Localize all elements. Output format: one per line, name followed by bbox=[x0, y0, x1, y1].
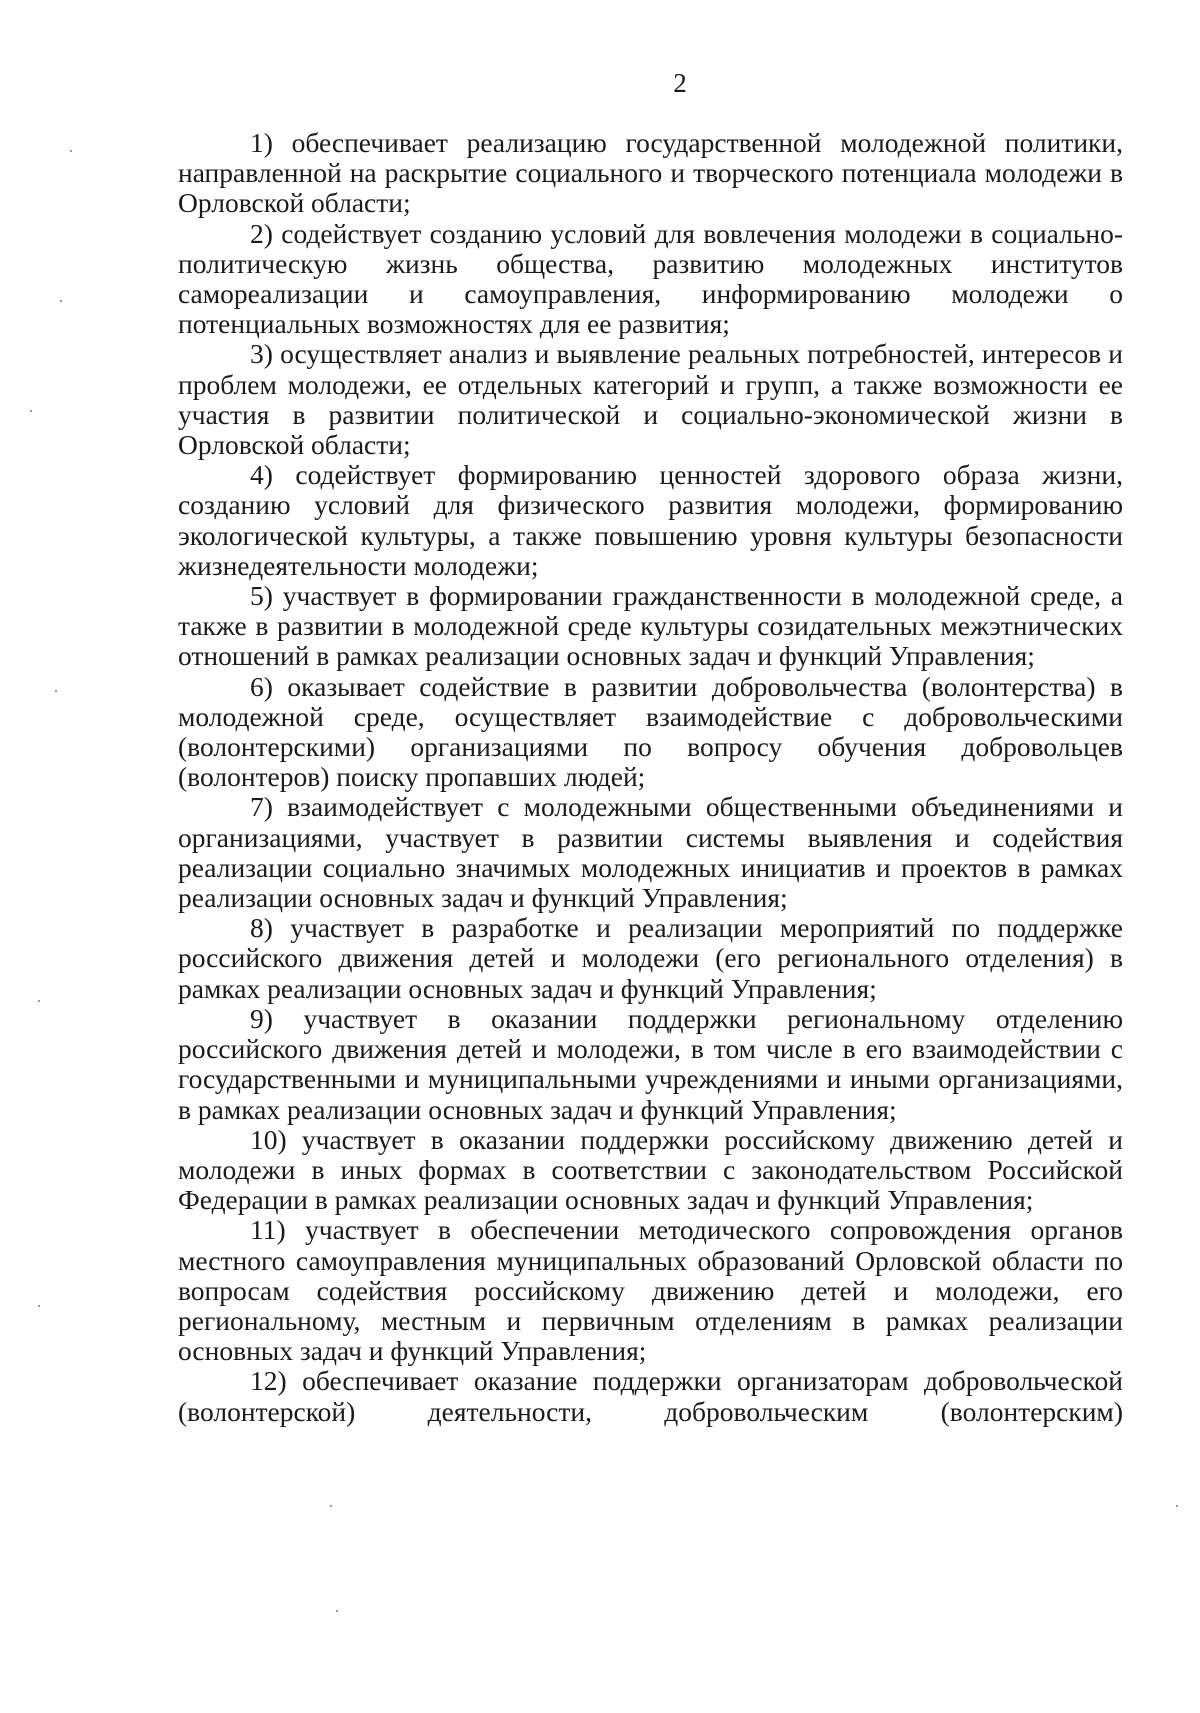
list-item: 2) содействует созданию условий для вовлечения молодежи в социально-политическую жизнь общества, развитию молодежных институтов самореализации и самоуправления, информированию молодежи о потенциальных возможностях для ее развития; bbox=[178, 217, 1123, 340]
page-number: 2 bbox=[673, 68, 687, 98]
scan-speck bbox=[55, 690, 57, 692]
list-item: 11) участвует в обеспечении методического сопровождения органов местного самоуправления муниципальных образований Орловской области по вопросам содействия российскому движению детей и молодежи, его региональному, местным и первичным отделениям в рамках реализации основных задач и функций Управления; bbox=[178, 1214, 1123, 1367]
scan-speck bbox=[336, 1610, 338, 1612]
scan-speck bbox=[60, 300, 62, 302]
list-item: 5) участвует в формировании гражданственности в молодежной среде, а также в развитии в молодежной среде культуры созидательных межэтнических отношений в рамках реализации основных задач и функций Управления; bbox=[178, 580, 1123, 672]
scan-speck bbox=[38, 1000, 40, 1002]
list-item: 3) осуществляет анализ и выявление реальных потребностей, интересов и проблем молодежи, ее отдельных категорий и групп, а также возможности ее участия в развитии политической и социально-экономической жизни в Орловской области; bbox=[178, 338, 1123, 461]
list-item: 7) взаимодействует с молодежными общественными объединениями и организациями, участвует в развитии системы выявления и содействия реализации социально значимых молодежных инициатив и проектов в рамках реализации основных задач и функций Управления; bbox=[178, 791, 1123, 914]
list-item: 8) участвует в разработке и реализации мероприятий по поддержке российского движения детей и молодежи (его регионального отделения) в рамках реализации основных задач и функций Управления; bbox=[178, 912, 1123, 1004]
list-item: 1) обеспечивает реализацию государственной молодежной политики, направленной на раскрытие социального и творческого потенциала молодежи в Орловской области; bbox=[178, 127, 1123, 219]
list-item: 12) обеспечивает оказание поддержки организаторам добровольческой (волонтерской) деятельности, добровольческим (волонтерским) bbox=[178, 1365, 1123, 1427]
list-item: 9) участвует в оказании поддержки региональному отделению российского движения детей и молодежи, в том числе в его взаимодействии с государственными и муниципальными учреждениями и иными организациями, в рамках реализации основных задач и функций Управления; bbox=[178, 1002, 1123, 1125]
scan-speck bbox=[70, 150, 72, 152]
document-body bbox=[178, 128, 1123, 1427]
scan-speck bbox=[30, 410, 32, 412]
list-item: 6) оказывает содействие в развитии добровольчества (волонтерства) в молодежной среде, осуществляет взаимодействие с добровольческими (волонтерскими) организациями по вопросу обучения добровольцев (волонтеров) поиску пропавших людей; bbox=[178, 670, 1123, 793]
scan-speck bbox=[330, 1505, 332, 1507]
scan-speck bbox=[38, 1305, 40, 1307]
scan-speck bbox=[1176, 1505, 1178, 1507]
list-item: 4) содействует формированию ценностей здорового образа жизни, созданию условий для физического развития молодежи, формированию экологической культуры, а также повышению уровня культуры безопасности жизнедеятельности молодежи; bbox=[178, 459, 1123, 581]
list-item: 10) участвует в оказании поддержки российскому движению детей и молодежи в иных формах в соответствии с законодательством Российской Федерации в рамках реализации основных задач и функций Управления; bbox=[178, 1123, 1123, 1216]
